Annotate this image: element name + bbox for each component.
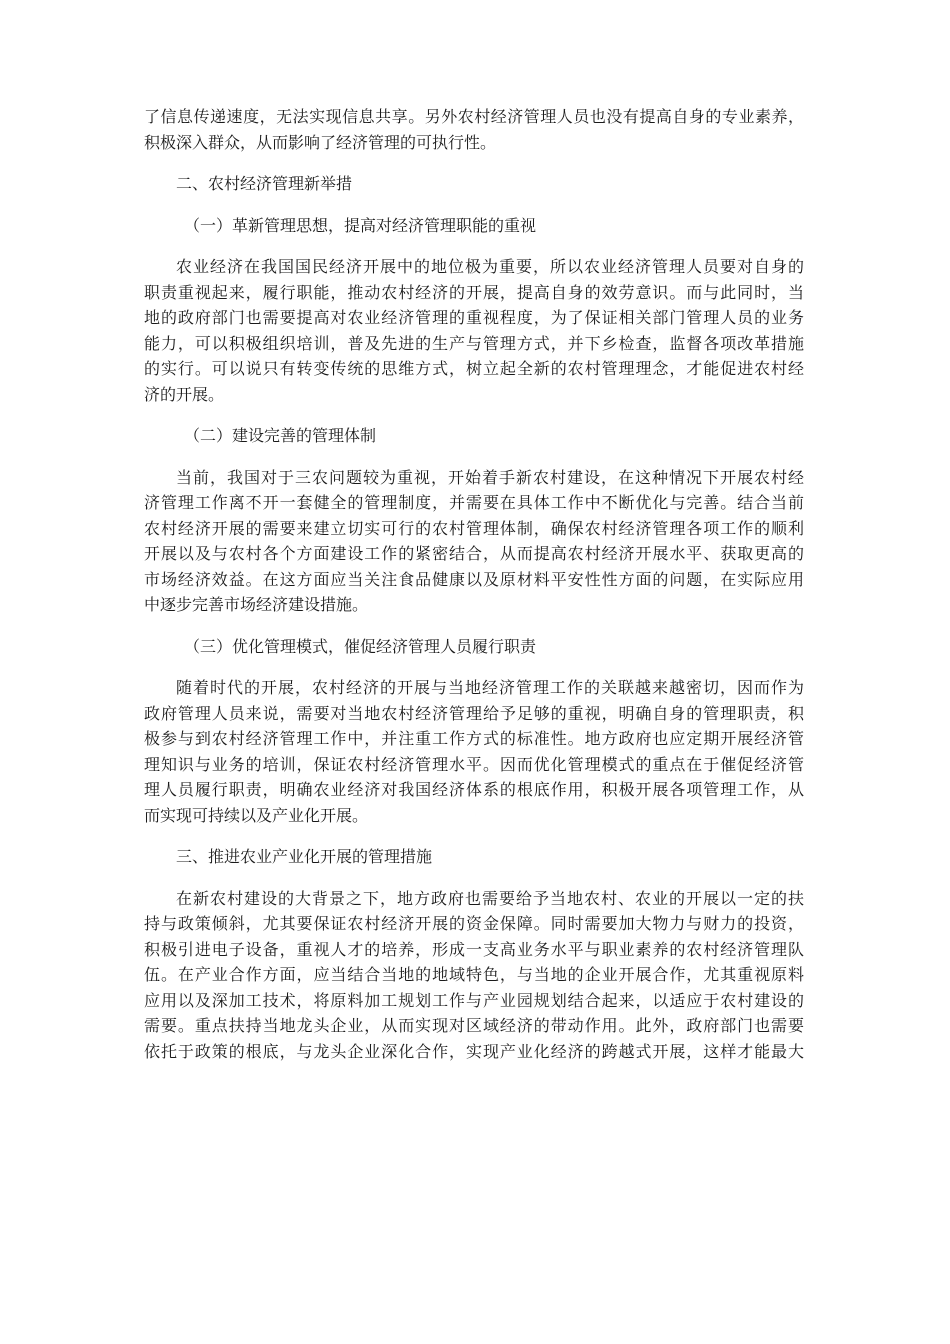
text-line: 济的开展。 [144, 384, 225, 404]
text-line: 极参与到农村经济管理工作中，并注重工作方式的标准性。地方政府也应定期开展经济管 [144, 729, 804, 748]
text-line: 职责重视起来，履行职能，推动农村经济的开展，提高自身的效劳意识。而与此同时，当 [144, 282, 804, 302]
text-line: 持与政策倾斜，尤其要保证农村经济开展的资金保障。同时需要加大物力与财力的投资， [144, 914, 804, 933]
text-line: 理知识与业务的培训，保证农村经济管理水平。因而优化管理模式的重点在于催促经济管 [144, 754, 804, 774]
text-line: 而实现可持续以及产业化开展。 [144, 805, 369, 825]
text-line: 伍。在产业合作方面，应当结合当地的地域特色，与当地的企业开展合作，尤其重视原料 [144, 965, 804, 984]
subheading-2-3: （三）优化管理模式，催促经济管理人员履行职责 [184, 636, 537, 656]
document-page [144, 104, 804, 1064]
subheading-2-2: （二）建设完善的管理体制 [184, 426, 377, 445]
paragraph-2-3 [144, 675, 804, 828]
text-line: 当前，我国对于三农问题较为重视，开始着手新农村建设，在这种情况下开展农村经 [176, 467, 804, 487]
text-line: 随着时代的开展，农村经济的开展与当地经济管理工作的关联越来越密切，因而作为 [176, 678, 804, 697]
text-line: 在新农村建设的大背景之下，地方政府也需要给予当地农村、农业的开展以一定的扶 [176, 888, 804, 908]
paragraph-2-2 [144, 465, 804, 618]
section-heading-2: 二、农村经济管理新举措 [176, 174, 353, 193]
text-line: 的实行。可以说只有转变传统的思维方式，树立起全新的农村管理理念，才能促进农村经 [144, 359, 804, 378]
text-line: 了信息传递速度，无法实现信息共享。另外农村经济管理人员也没有提高自身的专业素养， [144, 107, 804, 126]
section-heading-3: 三、推进农业产业化开展的管理措施 [176, 847, 433, 866]
text-line: 能力，可以积极组织培训，普及先进的生产与管理方式，并下乡检查，监督各项改革措施 [144, 333, 804, 353]
text-line: 理人员履行职责，明确农业经济对我国经济体系的根底作用，积极开展各项管理工作，从 [144, 780, 804, 799]
text-line: 积极引进电子设备，重视人才的培养，形成一支高业务水平与职业素养的农村经济管理队 [144, 939, 804, 959]
text-line: 市场经济效益。在这方面应当关注食品健康以及原材料平安性性方面的问题，在实际应用 [144, 569, 804, 589]
paragraph-3 [144, 886, 804, 1065]
text-line: 需要。重点扶持当地龙头企业，从而实现对区域经济的带动作用。此外，政府部门也需要 [144, 1016, 804, 1035]
text-line: 应用以及深加工技术，将原料加工规划工作与产业园规划结合起来，以适应于农村建设的 [144, 990, 804, 1010]
text-line: 中逐步完善市场经济建设措施。 [144, 595, 369, 614]
paragraph-2-1 [144, 254, 804, 407]
subheading-2-1: （一）革新管理思想，提高对经济管理职能的重视 [184, 215, 537, 235]
paragraph-intro-continued [144, 104, 804, 155]
text-line: 政府管理人员来说，需要对当地农村经济管理给予足够的重视，明确自身的管理职责，积 [144, 703, 804, 723]
text-line: 积极深入群众，从而影响了经济管理的可执行性。 [144, 132, 497, 152]
text-line: 济管理工作离不开一套健全的管理制度，并需要在具体工作中不断优化与完善。结合当前 [144, 493, 804, 512]
text-line: 农业经济在我国国民经济开展中的地位极为重要，所以农业经济管理人员要对自身的 [176, 257, 804, 276]
text-line: 开展以及与农村各个方面建设工作的紧密结合，从而提高农村经济开展水平、获取更高的 [144, 544, 804, 563]
text-line: 地的政府部门也需要提高对农业经济管理的重视程度，为了保证相关部门管理人员的业务 [144, 308, 804, 327]
text-line: 依托于政策的根底，与龙头企业深化合作，实现产业化经济的跨越式开展，这样才能最大 [144, 1041, 804, 1061]
text-line: 农村经济开展的需要来建立切实可行的农村管理体制，确保农村经济管理各项工作的顺利 [144, 518, 804, 538]
